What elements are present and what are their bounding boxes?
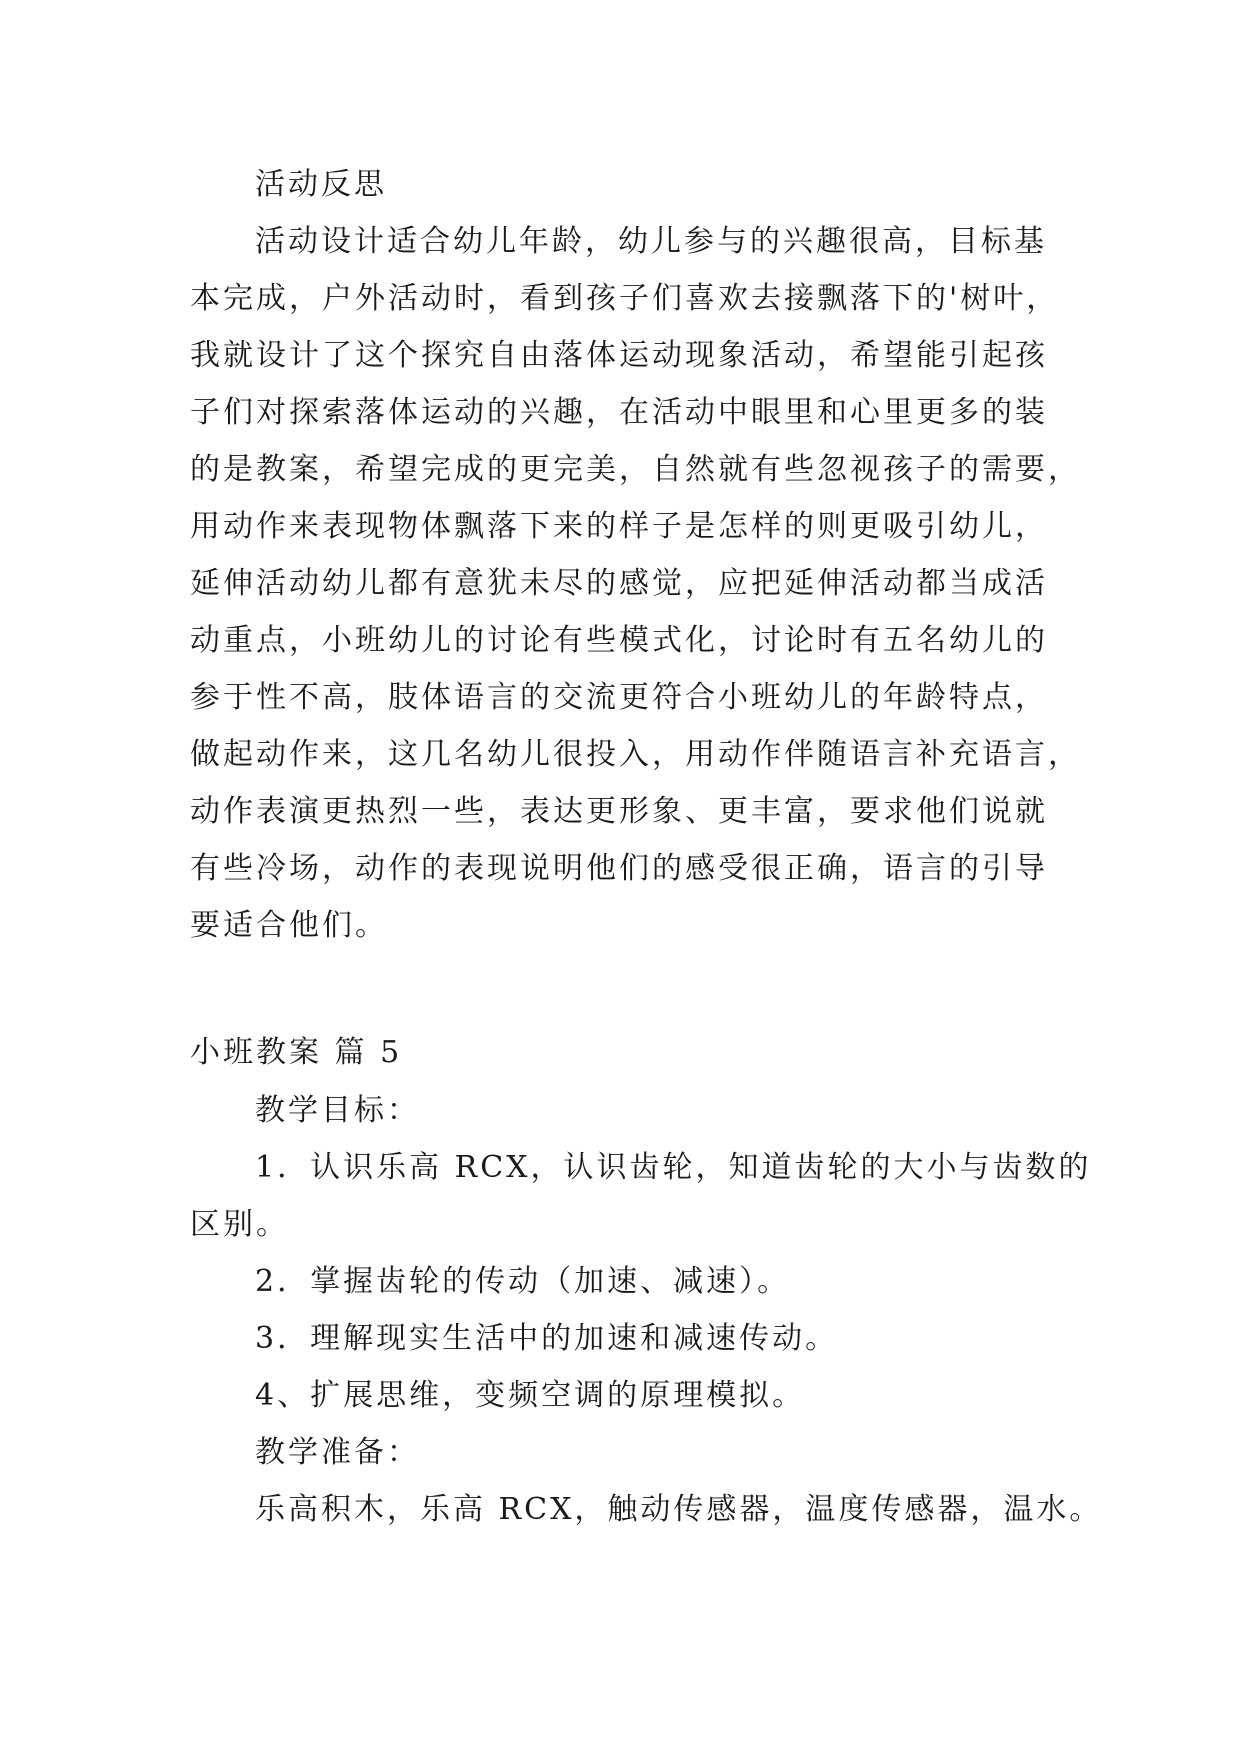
reflection-line: 我就设计了这个探究自由落体运动现象活动，希望能引起孩: [190, 338, 1048, 373]
goals-heading: 教学目标：: [255, 1093, 420, 1128]
reflection-line: 子们对探索落体运动的兴趣，在活动中眼里和心里更多的装: [190, 395, 1048, 430]
reflection-line: 要适合他们。: [190, 908, 388, 943]
reflection-line: 活动设计适合幼儿年龄，幼儿参与的兴趣很高，目标基: [255, 224, 1047, 259]
reflection-line: 参于性不高，肢体语言的交流更符合小班幼儿的年龄特点，: [190, 680, 1048, 715]
reflection-line: 做起动作来，这几名幼儿很投入，用动作伴随语言补充语言，: [190, 737, 1081, 772]
reflection-line: 用动作来表现物体飘落下来的样子是怎样的则更吸引幼儿，: [190, 509, 1048, 544]
reflection-line: 延伸活动幼儿都有意犹未尽的感觉，应把延伸活动都当成活: [190, 566, 1048, 601]
goal-item: 1．认识乐高 RCX，认识齿轮，知道齿轮的大小与齿数的: [255, 1150, 1092, 1185]
reflection-line: 有些冷场，动作的表现说明他们的感受很正确，语言的引导: [190, 851, 1048, 886]
lesson-title: 小班教案 篇 5: [190, 1035, 403, 1070]
goal-item: 区别。: [190, 1207, 289, 1242]
prep-items: 乐高积木，乐高 RCX，触动传感器，温度传感器，温水。: [255, 1492, 1103, 1527]
reflection-line: 动作表演更热烈一些，表达更形象、更丰富，要求他们说就: [190, 794, 1048, 829]
reflection-heading: 活动反思: [255, 167, 387, 202]
goal-item: 3．理解现实生活中的加速和减速传动。: [255, 1321, 839, 1356]
goal-item: 4、扩展思维，变频空调的原理模拟。: [255, 1378, 806, 1413]
prep-heading: 教学准备：: [255, 1435, 420, 1470]
reflection-line: 本完成，户外活动时，看到孩子们喜欢去接飘落下的'树叶，: [190, 281, 1060, 316]
goal-item: 2．掌握齿轮的传动（加速、减速）。: [255, 1264, 791, 1299]
reflection-line: 动重点，小班幼儿的讨论有些模式化，讨论时有五名幼儿的: [190, 623, 1048, 658]
reflection-line: 的是教案，希望完成的更完美，自然就有些忽视孩子的需要，: [190, 452, 1081, 487]
